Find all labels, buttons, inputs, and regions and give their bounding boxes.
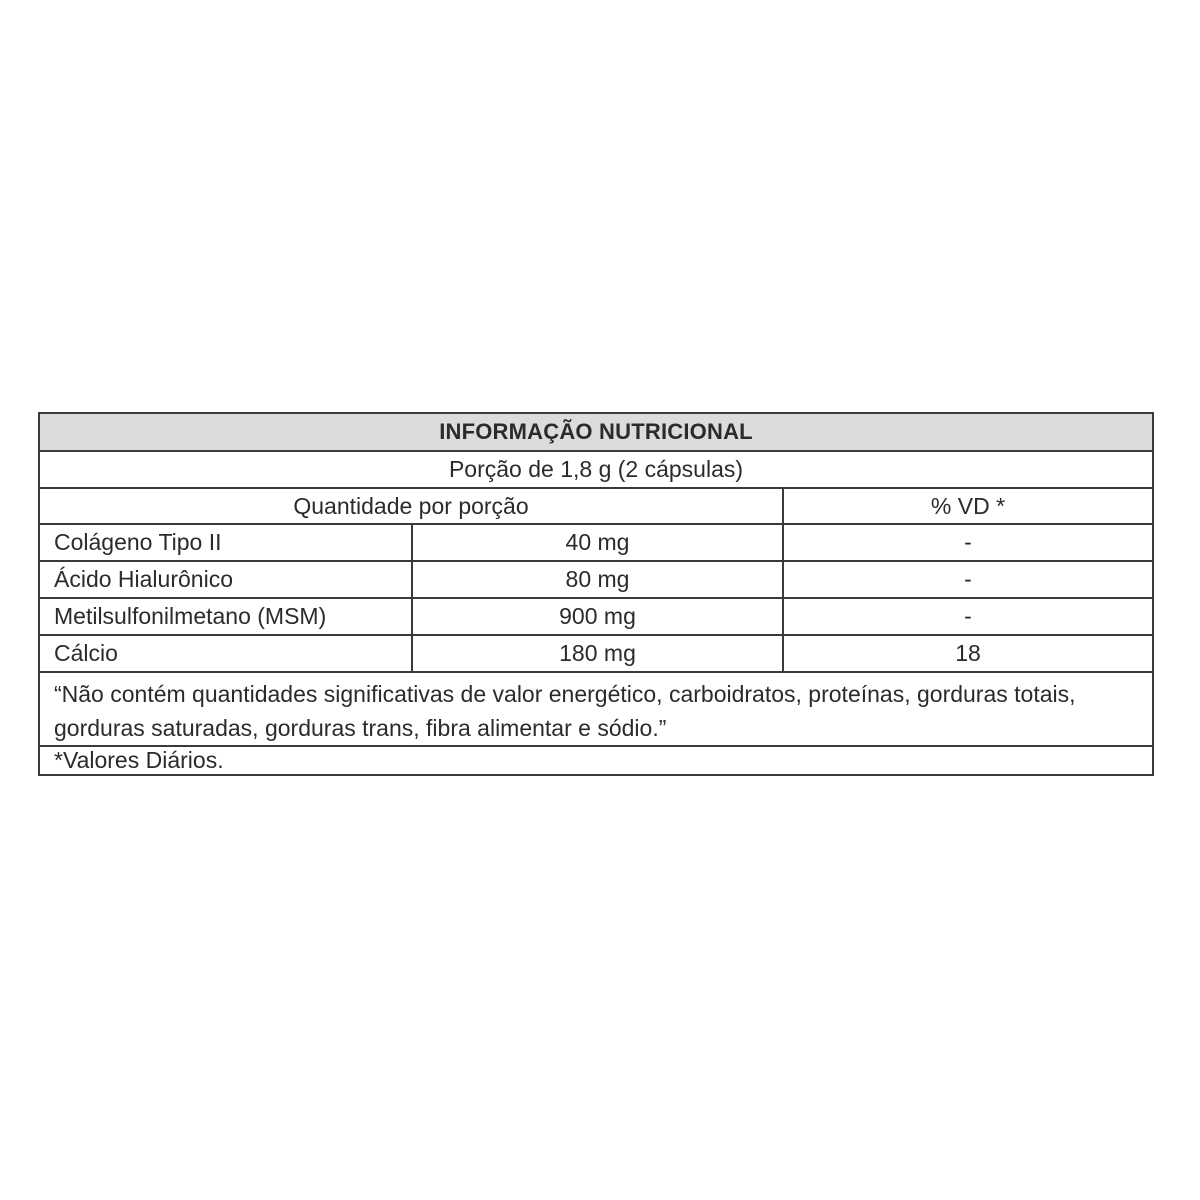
table-row — [40, 525, 1152, 562]
nutrient-name: Colágeno Tipo II — [54, 529, 222, 555]
nutrient-name: Cálcio — [54, 640, 118, 666]
nutrient-amount: 180 mg — [411, 636, 782, 671]
table-title-row — [40, 414, 1152, 452]
table-row — [40, 562, 1152, 599]
column-header-row — [40, 489, 1152, 525]
nutrition-note: “Não contém quantidades significativas de valor energético, carboidratos, proteínas, gorduras totais, gorduras saturadas, gorduras trans, fibra alimentar e sódio.” — [54, 681, 1076, 741]
table-title: INFORMAÇÃO NUTRICIONAL — [439, 419, 753, 444]
serving-row — [40, 452, 1152, 489]
table-row — [40, 599, 1152, 636]
serving-size: Porção de 1,8 g (2 cápsulas) — [448, 456, 744, 482]
table-row — [40, 636, 1152, 673]
nutrient-vd: - — [782, 599, 1152, 634]
footnote-row — [40, 747, 1152, 774]
nutrient-amount: 40 mg — [411, 525, 782, 560]
nutrient-amount: 900 mg — [411, 599, 782, 634]
nutrient-name: Metilsulfonilmetano (MSM) — [54, 603, 327, 629]
nutrient-vd: - — [782, 525, 1152, 560]
nutrient-vd: - — [782, 562, 1152, 597]
quantity-header: Quantidade por porção — [293, 492, 529, 519]
nutrient-amount: 80 mg — [411, 562, 782, 597]
nutrient-name: Ácido Hialurônico — [54, 566, 233, 592]
note-row — [40, 673, 1152, 747]
nutrition-facts-table — [38, 412, 1154, 776]
vd-header: % VD * — [782, 489, 1152, 523]
nutrient-vd: 18 — [782, 636, 1152, 671]
footnote: *Valores Diários. — [54, 747, 224, 773]
